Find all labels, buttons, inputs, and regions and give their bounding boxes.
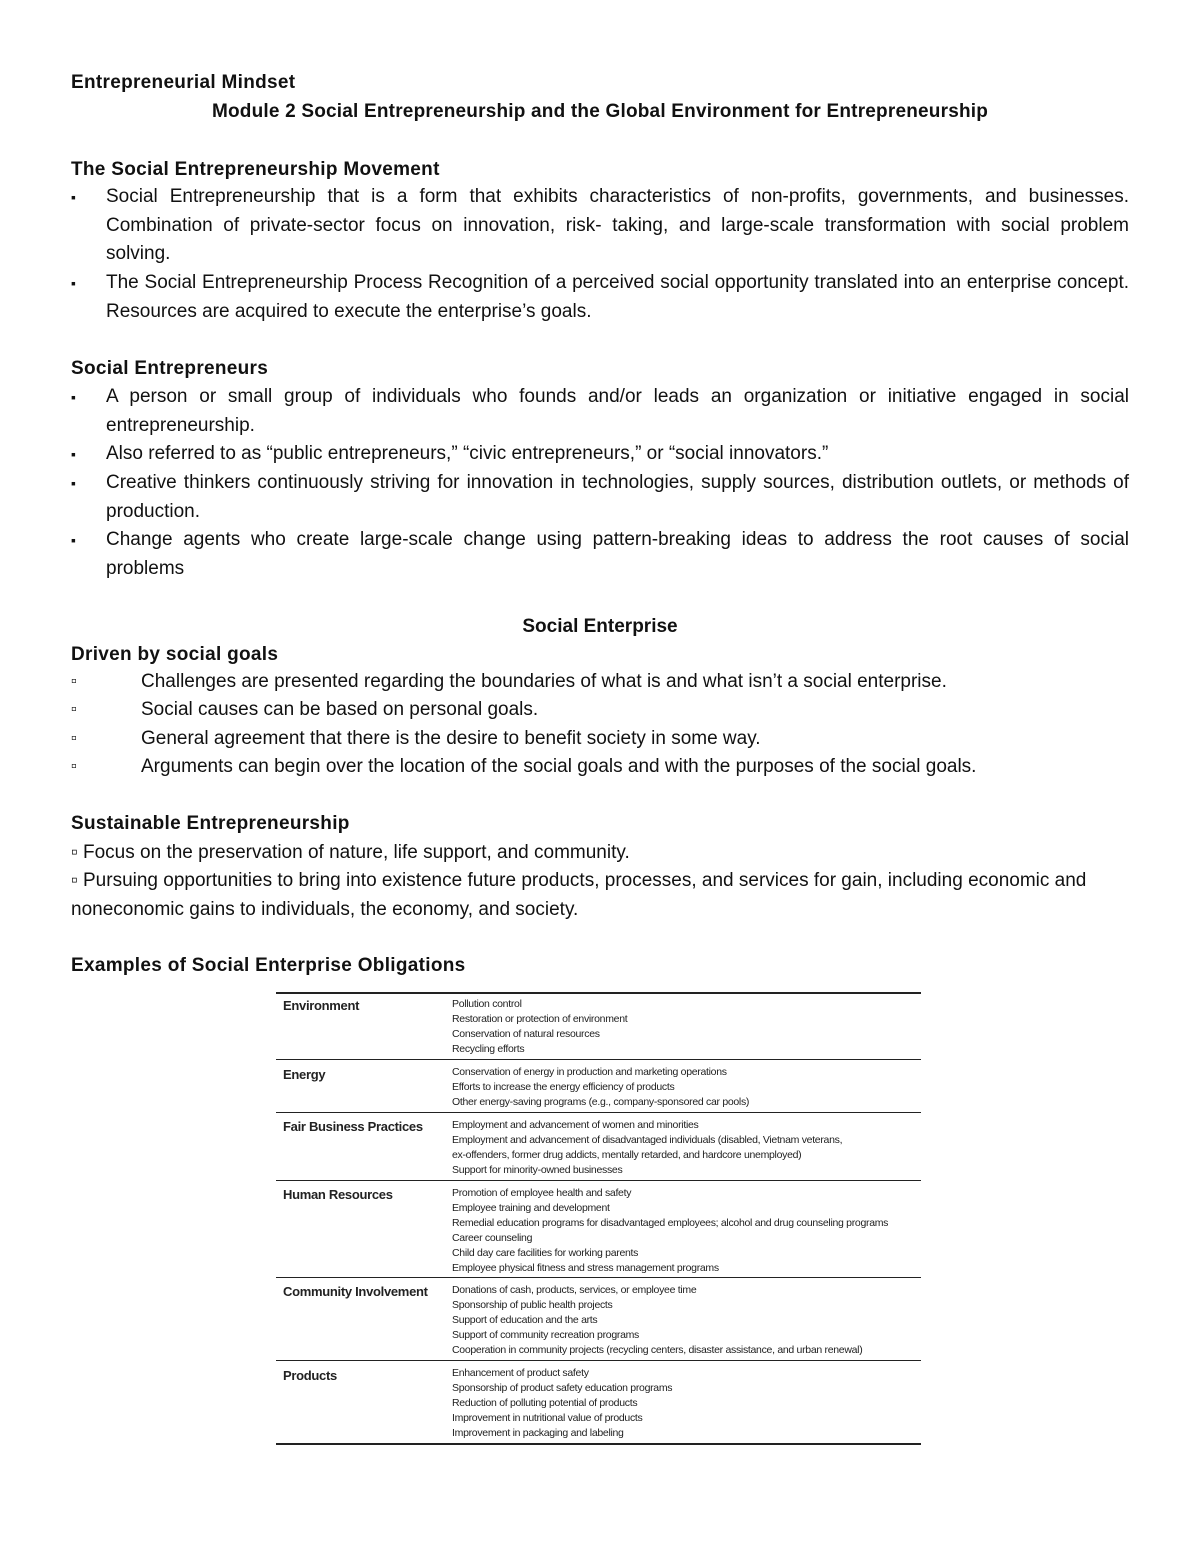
table-cell: Conservation of energy in production and marketing operations [452, 1066, 727, 1078]
table-rule [276, 992, 921, 994]
list-item [71, 753, 1129, 782]
table-cell: Career counseling [452, 1232, 533, 1244]
list-item-text: The Social Entrepreneurship Process Recognition of a perceived social opportunity translated into an enterprise concept. Resources are acquired to execute the enterprise’s goals. [106, 272, 1129, 322]
enterprise-heading: Social Enterprise [522, 616, 678, 637]
table-rule [276, 1277, 921, 1278]
table-category: Community Involvement [283, 1284, 428, 1299]
table-cell: Cooperation in community projects (recycling centers, disaster assistance, and urban renewal) [452, 1344, 863, 1356]
bullet-marker: ▫ [71, 673, 77, 690]
bullet-marker: ▪ [71, 532, 76, 548]
table-cell: Child day care facilities for working parents [452, 1247, 639, 1259]
table-cell: Employee physical fitness and stress management programs [452, 1262, 719, 1274]
table-cell: Support for minority-owned businesses [452, 1164, 623, 1176]
bullet-marker: ▪ [71, 275, 76, 291]
list-item [71, 526, 1129, 583]
table-cell: Donations of cash, products, services, or employee time [452, 1284, 697, 1296]
table-cell: Improvement in packaging and labeling [452, 1427, 624, 1439]
sustainable-heading: Sustainable Entrepreneurship [71, 813, 350, 834]
list-item-text: General agreement that there is the desire to benefit society in some way. [141, 728, 761, 749]
list-item-text: Social causes can be based on personal goals. [141, 699, 539, 720]
list-item-text: A person or small group of individuals who founds and/or leads an organization or initiative engaged in social entrepreneurship. [106, 386, 1129, 436]
table-category: Fair Business Practices [283, 1119, 423, 1134]
table-cell: Improvement in nutritional value of products [452, 1412, 643, 1424]
table-rule [276, 1360, 921, 1361]
list-item-text: Change agents who create large-scale change using pattern-breaking ideas to address the root causes of social problems [106, 529, 1129, 579]
table-cell: Employee training and development [452, 1202, 610, 1214]
document-title: Entrepreneurial Mindset [71, 72, 296, 93]
list-item-text: Arguments can begin over the location of the social goals and with the purposes of the social goals. [141, 756, 977, 777]
list-item [71, 383, 1129, 440]
table-rule [276, 1112, 921, 1113]
bullet-marker: ▪ [71, 189, 76, 205]
table-category: Human Resources [283, 1187, 393, 1202]
table-cell: Sponsorship of product safety education programs [452, 1382, 673, 1394]
list-item-text: Social Entrepreneurship that is a form that exhibits characteristics of non-profits, governments, and businesses. Combination of private-sector focus on innovation, risk- taking, and large-scale transformation with social problem solving. [106, 186, 1129, 264]
table-category: Products [283, 1368, 337, 1383]
examples-heading: Examples of Social Enterprise Obligations [71, 955, 466, 976]
list-item [71, 183, 1129, 269]
bullet-marker: ▫ [71, 758, 77, 775]
list-item-text: Also referred to as “public entrepreneurs,” “civic entrepreneurs,” or “social innovators.” [106, 443, 829, 464]
table-rule [276, 1059, 921, 1060]
enterprise-subheading: Driven by social goals [71, 644, 279, 665]
movement-heading: The Social Entrepreneurship Movement [71, 159, 440, 180]
bullet-marker: ▫ [71, 730, 77, 747]
table-cell: Sponsorship of public health projects [452, 1299, 613, 1311]
list-item-text: Challenges are presented regarding the boundaries of what is and what isn’t a social enterprise. [141, 671, 947, 692]
table-cell: Employment and advancement of disadvantaged individuals (disabled, Vietnam veterans, [452, 1134, 843, 1146]
table-cell: Pollution control [452, 998, 522, 1010]
table-cell: Recycling efforts [452, 1043, 525, 1055]
list-item-text: Creative thinkers continuously striving for innovation in technologies, supply sources, distribution outlets, or methods of production. [106, 472, 1129, 522]
table-category: Energy [283, 1067, 326, 1082]
list-item [71, 469, 1129, 526]
sustainable-line-2: ▫ Pursuing opportunities to bring into existence future products, processes, and services for gain, including economic and noneconomic gains to individuals, the economy, and society. [71, 870, 1087, 920]
bullet-marker: ▫ [71, 701, 77, 718]
list-item [71, 668, 1129, 697]
table-row [452, 1186, 888, 1276]
bullet-marker: ▪ [71, 389, 76, 405]
table-cell: Remedial education programs for disadvantaged employees; alcohol and drug counseling programs [452, 1217, 889, 1229]
table-cell: Other energy-saving programs (e.g., company-sponsored car pools) [452, 1096, 750, 1108]
table-cell: Support of education and the arts [452, 1314, 598, 1326]
table-cell: Support of community recreation programs [452, 1329, 640, 1341]
table-row [452, 1065, 749, 1110]
table-category: Environment [283, 998, 360, 1013]
table-rule [276, 1180, 921, 1181]
table-row [452, 997, 627, 1057]
table-cell: Enhancement of product safety [452, 1367, 589, 1379]
table-cell: Promotion of employee health and safety [452, 1187, 632, 1199]
list-item [71, 725, 1129, 754]
bullet-marker: ▪ [71, 446, 76, 462]
table-rule [276, 1443, 921, 1445]
list-item [71, 269, 1129, 326]
table-cell: Employment and advancement of women and minorities [452, 1119, 699, 1131]
sustainable-line-1: ▫ Focus on the preservation of nature, life support, and community. [71, 842, 630, 863]
table-cell: Efforts to increase the energy efficiency of products [452, 1081, 675, 1093]
table-row [452, 1118, 842, 1178]
list-item [71, 440, 1129, 469]
table-cell: ex-offenders, former drug addicts, mentally retarded, and hardcore unemployed) [452, 1149, 802, 1161]
entrepreneurs-heading: Social Entrepreneurs [71, 358, 269, 379]
table-cell: Reduction of polluting potential of products [452, 1397, 638, 1409]
obligations-table [276, 992, 921, 1446]
module-title: Module 2 Social Entrepreneurship and the Global Environment for Entrepreneurship [211, 101, 989, 122]
table-row [452, 1366, 672, 1441]
list-item [71, 696, 1129, 725]
table-row [452, 1283, 862, 1358]
table-cell: Restoration or protection of environment [452, 1013, 628, 1025]
table-cell: Conservation of natural resources [452, 1028, 600, 1040]
bullet-marker: ▪ [71, 475, 76, 491]
